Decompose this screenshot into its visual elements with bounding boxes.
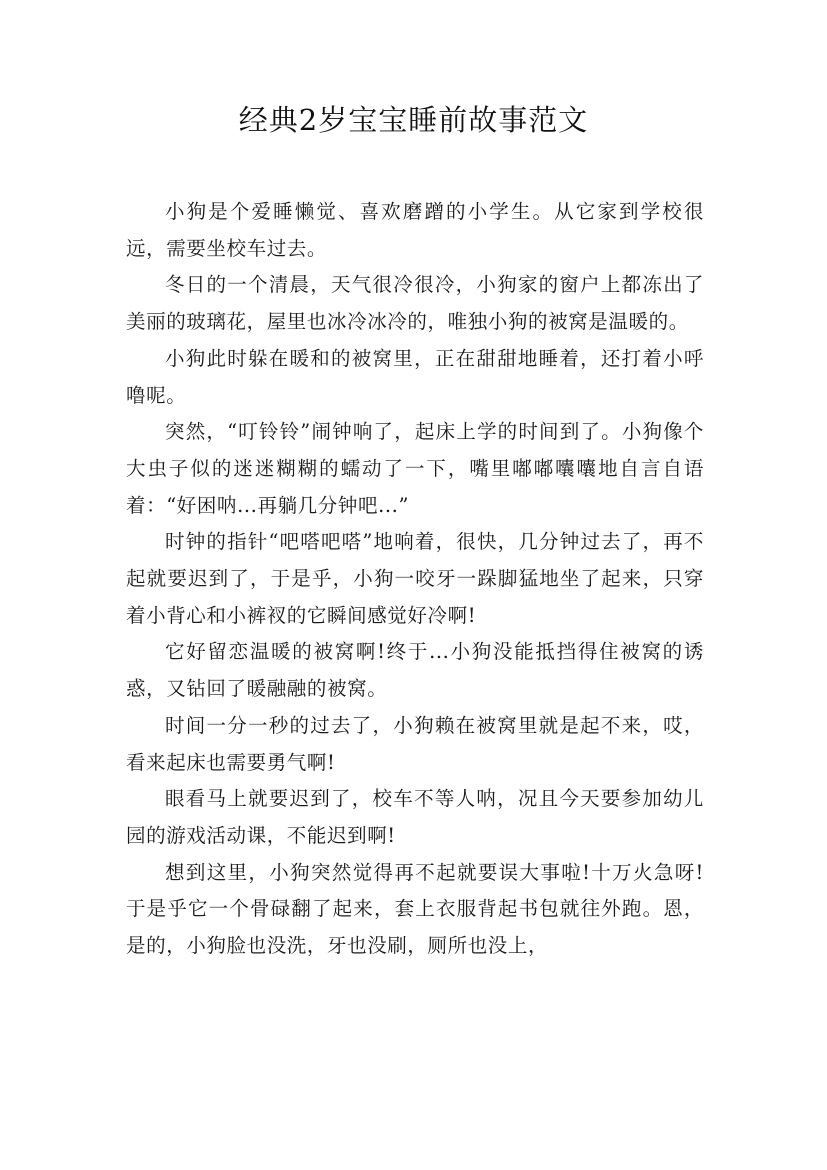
- paragraph: 时间一分一秒的过去了，小狗赖在被窝里就是起不来，哎，看来起床也需要勇气啊!: [126, 713, 704, 774]
- paragraph: 想到这里，小狗突然觉得再不起就要误大事啦!十万火急呀!于是乎它一个骨碌翻了起来，套上衣服背起书包就往外跑。恩，是的，小狗脸也没洗，牙也没刷，厕所也没上，: [126, 860, 704, 958]
- paragraph: 冬日的一个清晨，天气很冷很冷，小狗家的窗户上都冻出了美丽的玻璃花，屋里也冰冷冰冷的，唯独小狗的被窝是温暖的。: [126, 273, 704, 334]
- paragraph: 小狗此时躲在暖和的被窝里，正在甜甜地睡着，还打着小呼噜呢。: [126, 346, 704, 407]
- document-title: 经典2岁宝宝睡前故事范文: [238, 103, 589, 137]
- paragraph: 时钟的指针“吧嗒吧嗒”地响着，很快，几分钟过去了，再不起就要迟到了，于是乎，小狗一咬牙一跺脚猛地坐了起来，只穿着小背心和小裤衩的它瞬间感觉好冷啊!: [126, 530, 704, 627]
- paragraph: 小狗是个爱睡懒觉、喜欢磨蹭的小学生。从它家到学校很远，需要坐校车过去。: [126, 200, 704, 260]
- paragraph: 眼看马上就要迟到了，校车不等人呐，况且今天要参加幼儿园的游戏活动课，不能迟到啊!: [126, 787, 704, 847]
- paragraph: 突然，“叮铃铃”闹钟响了，起床上学的时间到了。小狗像个大虫子似的迷迷糊糊的蠕动了一下，嘴里嘟嘟囔囔地自言自语着：“好困呐...再躺几分钟吧...”: [126, 420, 704, 517]
- document-body: [126, 194, 704, 965]
- paragraph: 它好留恋温暖的被窝啊!终于...小狗没能抵挡得住被窝的诱惑，又钻回了暖融融的被窝。: [126, 640, 704, 701]
